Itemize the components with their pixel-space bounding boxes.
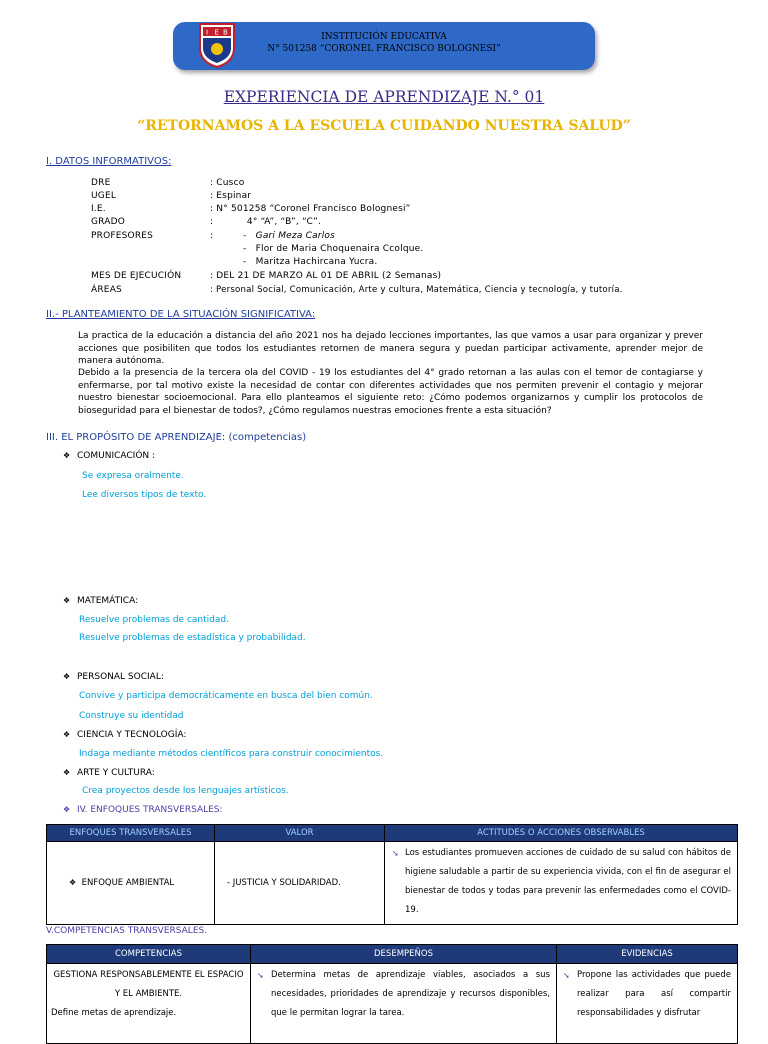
section-4-heading: ❖ IV. ENFOQUES TRANSVERSALES: <box>63 805 223 815</box>
info-label-areas: ÁREAS <box>91 285 122 295</box>
institution-line-1: INSTITUCIÓN EDUCATIVA <box>321 32 447 42</box>
page-title: EXPERIENCIA DE APRENDIZAJE N.° 01 <box>223 88 545 106</box>
info-label-ugel: UGEL <box>91 191 117 201</box>
arrow-bullet-icon: ➘ <box>392 849 399 858</box>
school-crest-logo <box>198 22 236 68</box>
competencia-item: Convive y participa democráticamente en busca del bien común. <box>79 691 373 701</box>
arrow-bullet-icon: ➘ <box>257 971 264 980</box>
info-value-grado: : 4° “A”, “B”, “C”. <box>210 217 322 227</box>
info-label-ie: I.E. <box>91 204 106 214</box>
competencias-header-1: COMPETENCIAS <box>47 945 251 964</box>
diamond-bullet-icon: ❖ <box>63 730 71 739</box>
section-5-heading: V.COMPETENCIAS TRANSVERSALES. <box>46 926 208 936</box>
competencias-table <box>46 944 738 1044</box>
competencia-item: Indaga mediante métodos científicos para construir conocimientos. <box>79 749 384 759</box>
info-label-mes: MES DE EJECUCIÓN <box>91 271 182 281</box>
diamond-bullet-icon: ❖ <box>69 878 77 887</box>
arrow-bullet-icon: ➘ <box>563 971 570 980</box>
situation-paragraph-2: Debido a la presencia de la tercera ola del COVID - 19 los estudiantes del 4° grado retornan a las aulas con el temor de contagiarse y enfermarse, por tal motivo existe la necesidad de contar con diferentes actividades que nos permiten prevenir el contagio y mejorar nuestro bienestar socioemocional. Para ello planteamos el siguiente reto: ¿Cómo podemos organizarnos y cumplir los protocolos de bioseguridad para el bienestar de todos?, ¿Cómo regulamos nuestras emociones frente a esta situación? <box>78 368 703 416</box>
logo-letter-2: E <box>214 28 219 37</box>
competencia-item: Se expresa oralmente. <box>82 471 184 481</box>
info-label-grado: GRADO <box>91 217 126 227</box>
competencia-item: Crea proyectos desde los lenguajes artísticos. <box>82 786 289 796</box>
area-ciencia-tecnologia: ❖ CIENCIA Y TECNOLOGÍA: <box>63 730 187 740</box>
info-value-mes: : DEL 21 DE MARZO AL 01 DE ABRIL (2 Semanas) <box>210 271 442 281</box>
diamond-bullet-icon: ❖ <box>63 596 71 605</box>
enfoques-header-1: ENFOQUES TRANSVERSALES <box>47 825 215 842</box>
info-label-dre: DRE <box>91 178 111 188</box>
actitud-cell: ➘ Los estudiantes promueven acciones de cuidado de su salud con hábitos de higiene saludable a partir de su experiencia vivida, con el fin de asegurar el bienestar de todos y todas para prevenir las enfermedades como el COVID-19. <box>385 842 738 925</box>
section-1-heading: I. DATOS INFORMATIVOS: <box>46 156 172 167</box>
competencia-item: Lee diversos tipos de texto. <box>82 490 207 500</box>
diamond-bullet-icon: ❖ <box>63 768 71 777</box>
competencias-header-2: DESEMPEÑOS <box>251 945 557 964</box>
section-2-heading: II.- PLANTEAMIENTO DE LA SITUACIÓN SIGNIFICATIVA: <box>46 309 316 320</box>
institution-line-2: N° 501258 “CORONEL FRANCISCO BOLOGNESI” <box>267 44 501 54</box>
logo-letter-1: I <box>206 28 209 37</box>
teacher-2: - Flor de Maria Choquenaira Ccolque. <box>243 244 424 254</box>
competencias-header-3: EVIDENCIAS <box>557 945 738 964</box>
teacher-3: - Maritza Hachircana Yucra. <box>243 257 378 267</box>
evidencia-cell: ➘ Propone las actividades que puede realizar para así compartir responsabilidades y disfrutar <box>557 964 738 1044</box>
desempeno-cell: ➘ Determina metas de aprendizaje viables, asociados a sus necesidades, prioridades de aprendizaje y recursos disponibles, que le permitan lograr la tarea. <box>251 964 557 1044</box>
enfoques-table <box>46 824 738 925</box>
competencia-cell: GESTIONA RESPONSABLEMENTE EL ESPACIO Y EL AMBIENTE. Define metas de aprendizaje. <box>47 964 251 1044</box>
competencia-item: Resuelve problemas de cantidad. <box>79 615 229 625</box>
valor-cell: - JUSTICIA Y SOLIDARIDAD. <box>215 842 385 925</box>
area-comunicacion: ❖ COMUNICACIÓN : <box>63 451 156 461</box>
competencia-item: Construye su identidad <box>79 711 184 721</box>
info-value-profesores: : <box>210 231 214 241</box>
area-matematica: ❖ MATEMÁTICA: <box>63 596 139 606</box>
teacher-1: - Gari Meza Carlos <box>243 231 335 241</box>
page-subtitle: “RETORNAMOS A LA ESCUELA CUIDANDO NUESTRA SALUD” <box>137 118 631 134</box>
diamond-bullet-icon: ❖ <box>63 451 71 460</box>
enfoques-header-2: VALOR <box>215 825 385 842</box>
institution-banner <box>173 22 595 70</box>
section-3-heading: III. EL PROPÓSITO DE APRENDIZAJE: (competencias) <box>46 432 307 443</box>
info-value-ugel: : Espinar <box>210 191 252 201</box>
area-arte-cultura: ❖ ARTE Y CULTURA: <box>63 768 155 778</box>
info-value-ie: : N° 501258 “Coronel Francisco Bolognesi” <box>210 204 411 214</box>
enfoques-header-3: ACTITUDES O ACCIONES OBSERVABLES <box>385 825 738 842</box>
diamond-bullet-icon: ❖ <box>63 672 71 681</box>
enfoque-cell: ❖ ENFOQUE AMBIENTAL <box>47 842 215 925</box>
diamond-bullet-icon: ❖ <box>63 805 71 814</box>
info-label-profesores: PROFESORES <box>91 231 154 241</box>
area-personal-social: ❖ PERSONAL SOCIAL: <box>63 672 164 682</box>
info-value-dre: : Cusco <box>210 178 245 188</box>
logo-letter-3: B <box>223 28 228 37</box>
situation-paragraph-1: La practica de la educación a distancia del año 2021 nos ha dejado lecciones importantes, las que vamos a usar para organizar y prever acciones que posibiliten que todos los estudiantes retornen de manera segura y puedan participar activamente, aprender mejor de manera autónoma. <box>78 331 703 367</box>
competencia-item: Resuelve problemas de estadística y probabilidad. <box>79 633 306 643</box>
info-value-areas: : Personal Social, Comunicación, Arte y cultura, Matemática, Ciencia y tecnología, y tutoría. <box>210 285 623 295</box>
